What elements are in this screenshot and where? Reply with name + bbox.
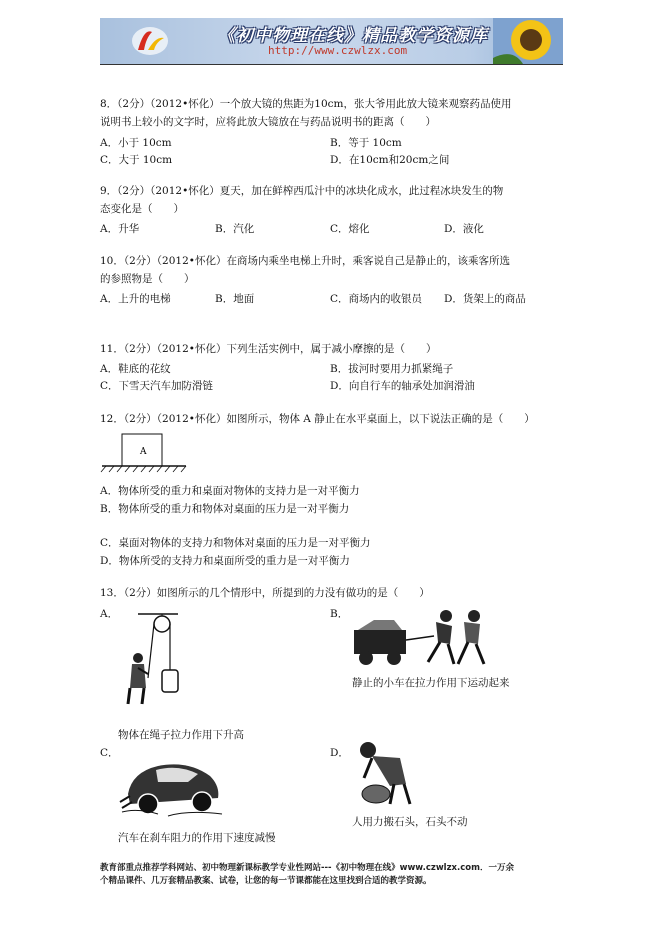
q10-stem-line-2: 的参照物是（ ） (100, 273, 195, 285)
q8-option-d[interactable]: D．在10cm和20cm之间 (330, 154, 450, 166)
q13-figure-b-pulling-cart (350, 608, 490, 670)
q12-option-d[interactable]: D．物体所受的支持力和桌面所受的重力是一对平衡力 (100, 555, 350, 567)
q13-caption-d: 人用力搬石头，石头不动 (352, 816, 468, 828)
q13-figure-a-pulley-lift (118, 608, 188, 708)
header-banner (100, 18, 563, 65)
q13-option-d[interactable]: D． (330, 747, 349, 759)
q9-option-a[interactable]: A．升华 (100, 223, 140, 235)
q12-stem: 12．（2分）（2012•怀化）如图所示，物体 A 静止在水平桌面上，以下说法正确的是（ ） (100, 413, 535, 425)
q13-figure-d-pushing-stone (350, 738, 430, 808)
q13-option-b[interactable]: B． (330, 608, 349, 620)
q12-figure-block-on-table (100, 430, 190, 478)
q9-option-b[interactable]: B．汽化 (215, 223, 255, 235)
q10-stem-line-1: 10．（2分）（2012•怀化）在商场内乘坐电梯上升时，乘客说自己是静止的，该乘客所选 (100, 255, 510, 267)
footer-line-2: 个精品课件、几万套精品教案、试卷，让您的每一节课都能在这里找到合适的教学资源。 (100, 876, 432, 886)
q13-stem: 13．（2分）如图所示的几个情形中，所提到的力没有做功的是（ ） (100, 587, 430, 599)
site-url[interactable]: http://www.czwlzx.com (268, 44, 408, 57)
q10-option-a[interactable]: A．上升的电梯 (100, 293, 171, 305)
q10-option-d[interactable]: D．货架上的商品 (444, 293, 526, 305)
q13-figure-c-braking-car (118, 750, 228, 820)
q12-option-a[interactable]: A．物体所受的重力和桌面对物体的支持力是一对平衡力 (100, 485, 360, 497)
site-logo (130, 24, 170, 58)
q11-option-d[interactable]: D．向自行车的轴承处加润滑油 (330, 380, 475, 392)
q9-option-c[interactable]: C．熔化 (330, 223, 370, 235)
footer-note (100, 862, 570, 888)
q8-option-c[interactable]: C．大于 10cm (100, 154, 173, 166)
q11-stem: 11．（2分）（2012•怀化）下列生活实例中，属于减小摩擦的是（ ） (100, 343, 437, 355)
q13-option-c[interactable]: C． (100, 747, 119, 759)
sunflower-icon (493, 18, 563, 64)
q9-stem-line-1: 9．（2分）（2012•怀化）夏天，加在鲜榨西瓜汁中的冰块化成水，此过程冰块发生的物 (100, 185, 504, 197)
q13-caption-a: 物体在绳子拉力作用下升高 (118, 729, 244, 741)
q8-stem-line-2: 说明书上较小的文字时，应将此放大镜放在与药品说明书的距离（ ） (100, 116, 436, 128)
q12-option-b[interactable]: B．物体所受的重力和物体对桌面的压力是一对平衡力 (100, 503, 350, 515)
q10-option-b[interactable]: B．地面 (215, 293, 255, 305)
header-rule (100, 64, 563, 65)
q8-option-b[interactable]: B．等于 10cm (330, 137, 402, 149)
q9-option-d[interactable]: D．液化 (444, 223, 484, 235)
q11-option-a[interactable]: A．鞋底的花纹 (100, 363, 171, 375)
q11-option-c[interactable]: C．下雪天汽车加防滑链 (100, 380, 214, 392)
q9-stem-line-2: 态变化是（ ） (100, 203, 184, 215)
q13-caption-b: 静止的小车在拉力作用下运动起来 (352, 677, 510, 689)
q12-option-c[interactable]: C．桌面对物体的支持力和物体对桌面的压力是一对平衡力 (100, 537, 371, 549)
footer-line-1: 教育部重点推荐学科网站、初中物理新课标教学专业性网站---《初中物理在线》www.czwlzx.com．一万余 (100, 863, 514, 873)
q10-option-c[interactable]: C．商场内的收银员 (330, 293, 423, 305)
q8-stem-line-1: 8．（2分）（2012•怀化）一个放大镜的焦距为10cm，张大爷用此放大镜来观察药品使用 (100, 98, 512, 110)
q11-option-b[interactable]: B．拔河时要用力抓紧绳子 (330, 363, 454, 375)
q12-block-label: A (140, 447, 147, 457)
q13-caption-c: 汽车在刹车阻力的作用下速度减慢 (118, 832, 276, 844)
q8-option-a[interactable]: A．小于 10cm (100, 137, 172, 149)
site-title: 《初中物理在线》精品教学资源库 (218, 26, 488, 46)
q13-option-a[interactable]: A． (100, 608, 119, 620)
